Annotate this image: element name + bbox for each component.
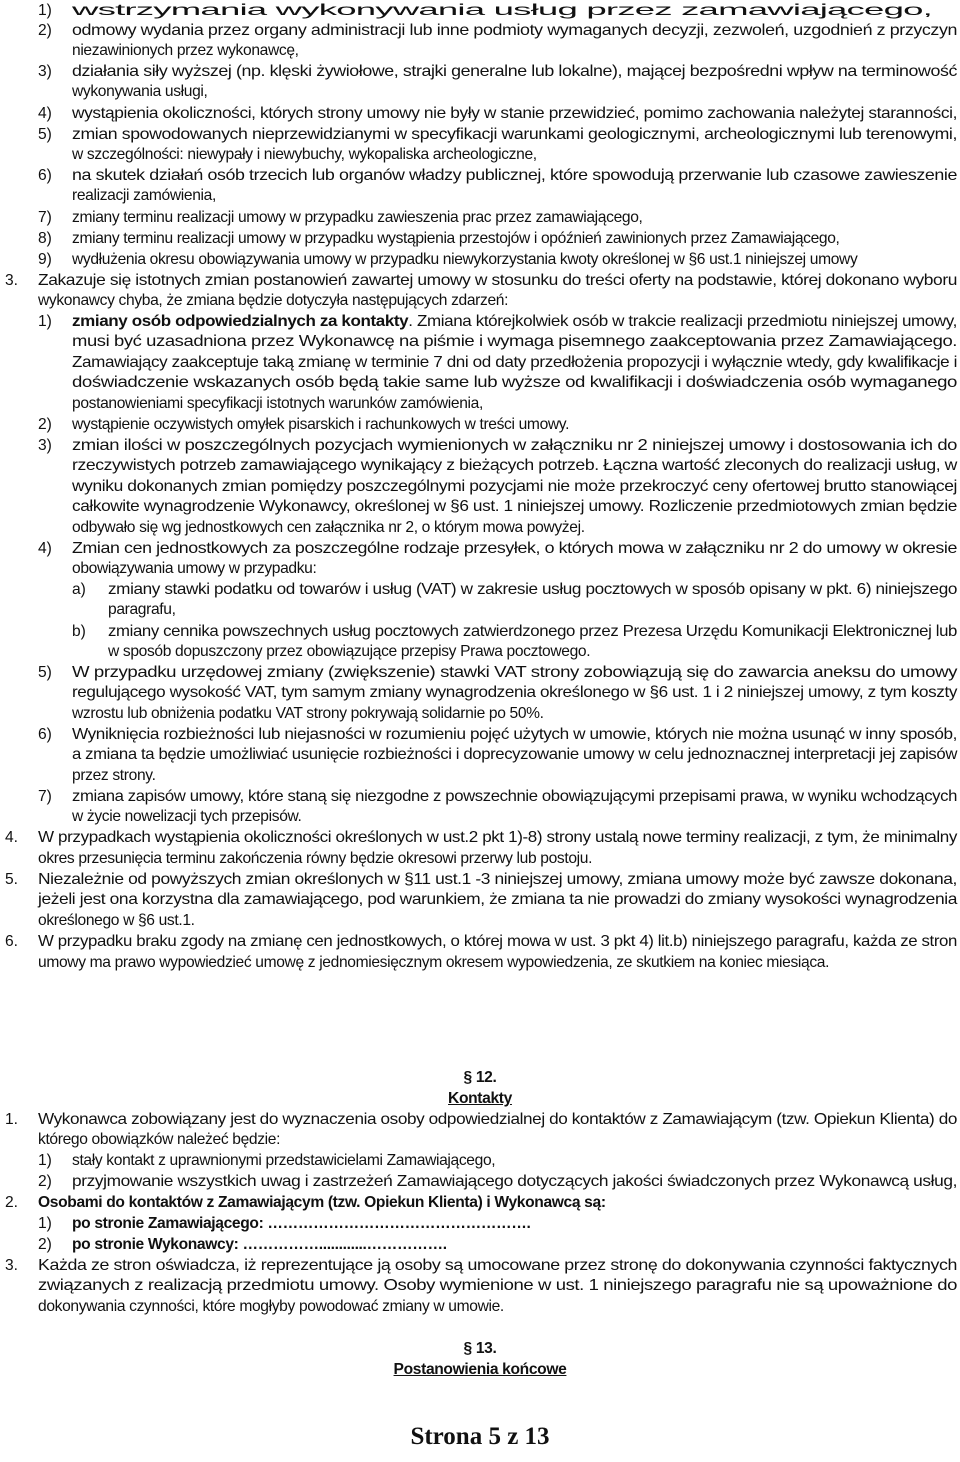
- text-line: działania siły wyższej (np. klęski żywiołowe, strajki generalne lub lokalne), mającej bezpośredni wpływ na terminowość: [72, 63, 957, 80]
- section-number: 2.: [5, 1194, 19, 1211]
- list-letter: a): [72, 581, 86, 598]
- text-line: rzeczywistych potrzeb zamawiającego wynikający z bieżących potrzeb. Łączna wartość zleconych do realizacji usług, w: [72, 457, 957, 474]
- text-line: W przypadkach wystąpienia okoliczności określonych w ust.2 pkt 1)-8) strony ustalą nowe terminy realizacji, z tym, że minimalny: [38, 829, 958, 846]
- text-line: a zmiana ta będzie umożliwiać usunięcie rozbieżności i doprecyzowanie umowy w celu jednoznacznej interpretacji jej zapisów: [72, 746, 957, 763]
- text-line: Wyniknięcia rozbieżności lub niejasności w rozumieniu pojęć użytych w umowie, których nie można usunąć w inny sposób,: [72, 726, 957, 743]
- text-line: realizacji zamówienia,: [72, 187, 216, 204]
- text-line: doświadczenie wskazanych osób będą takie same lub wyższe od kwalifikacji i doświadczenia osób wymaganego: [72, 374, 957, 391]
- text-line: którego obowiązków należeć będzie:: [38, 1131, 281, 1148]
- list-number: 5): [38, 664, 52, 681]
- text-line: wydłużenia okresu obowiązywania umowy w przypadku niewykorzystania kwoty określonej w §6 ust.1 niniejszej umowy: [72, 251, 858, 268]
- section-number: 6.: [5, 933, 19, 950]
- text-line: okres przesunięcia terminu zakończenia równy będzie okresowi przerwy lub postoju.: [38, 850, 593, 867]
- text-line: zmiany terminu realizacji umowy w przypadku wystąpienia przestojów i opóźnień zawinionych przez Zamawiającego,: [72, 230, 840, 247]
- text-line: Zamawiający zaakceptuje taką zmianę w terminie 7 dni od daty przedłożenia propozycji i wyłącznie wtedy, gdy kwalifikacje i: [72, 354, 957, 371]
- text-line: wykonywania usługi,: [72, 83, 208, 100]
- section-number: 5.: [5, 871, 19, 888]
- section-number: 1.: [5, 1111, 19, 1128]
- section-number: 3.: [5, 272, 19, 289]
- text-line: Zakazuje się istotnych zmian postanowień zawartej umowy w stosunku do treści oferty na podstawie, której dokonano wyboru: [38, 272, 957, 289]
- text-line: zmiana zapisów umowy, które staną się niezgodne z powszechnie obowiązującymi przepisami prawa, w wyniku wchodzących: [72, 788, 958, 805]
- list-number: 8): [38, 230, 52, 247]
- list-number: 1): [38, 1215, 52, 1232]
- text-line: dokonywania czynności, które mogłyby powodować zmiany w umowie.: [38, 1298, 504, 1315]
- contact-line-zamawiajacy: po stronie Zamawiającego: …………………………………………….: [72, 1215, 531, 1232]
- list-number: 3): [38, 63, 52, 80]
- text-line: na skutek działań osób trzecich lub organów władzy publicznej, które spowodują przerwanie lub czasowe zawieszenie: [72, 167, 958, 184]
- text-line: wystąpienie oczywistych omyłek pisarskich i rachunkowych w treści umowy.: [72, 416, 570, 433]
- text-line: Wykonawca zobowiązany jest do wyznaczenia osoby odpowiedzialnej do kontaktów z Zamawiającym (tzw. Opiekun Klienta) do: [38, 1111, 957, 1128]
- text-line: Zmian cen jednostkowych za poszczególne rodzaje przesyłek, o których mowa w załączniku nr 2 do umowy w okresie: [72, 540, 958, 557]
- list-number: 4): [38, 105, 52, 122]
- list-number: 6): [38, 167, 52, 184]
- text-line: W przypadku braku zgody na zmianę cen jednostkowych, o której mowa w ust. 3 pkt 4) lit.b) niniejszego paragrafu, każda ze stron: [38, 933, 957, 950]
- list-number: 7): [38, 209, 52, 226]
- text-line: umowy ma prawo wypowiedzieć umowę z jednomiesięcznym okresem wypowiedzenia, ze skutkiem na koniec miesiąca.: [38, 954, 830, 971]
- text-line: zmian spowodowanych nieprzewidzianymi w specyfikacji warunkami geologicznymi, archeologicznymi lub terenowymi,: [72, 126, 957, 143]
- text-line: obowiązywania umowy w przypadku:: [72, 560, 317, 577]
- list-letter: b): [72, 623, 86, 640]
- text-line: jeżeli jest ona korzystna dla zamawiającego, pod warunkiem, że zmiana ta nie prowadzi do zmiany wysokości wynagrodzenia: [38, 891, 957, 908]
- text-line: wzrostu lub obniżenia podatku VAT strony pokrywają solidarnie po 50%.: [72, 705, 544, 722]
- text-line: wykonawcy chyba, że zmiana będzie dotyczyła następujących zdarzeń:: [38, 292, 509, 309]
- section-number: 3.: [5, 1257, 19, 1274]
- text-line: Niezależnie od powyższych zmian określonych w §11 ust.1 -3 niniejszej umowy, zmiana umowy może być zawsze dokonana,: [38, 871, 957, 888]
- bold-lead: zmiany osób odpowiedzialnych za kontakty: [72, 313, 409, 330]
- text-line: odmowy wydania przez organy administracji lub inne podmioty wymaganych decyzji, zezwoleń, uzgodnień z przyczyn: [72, 22, 958, 39]
- text-line: przyjmowanie wszystkich uwag i zastrzeżeń Zamawiającego dotyczących jakości świadczonych przez Wykonawcą usług,: [72, 1173, 957, 1190]
- list-number: 4): [38, 540, 52, 557]
- list-number: 6): [38, 726, 52, 743]
- text-line: zmiany cennika powszechnych usług pocztowych zatwierdzonego przez Prezesa Urzędu Komunikacji Elektronicznej lub: [108, 623, 957, 640]
- text-line: niezawinionych przez wykonawcę,: [72, 42, 299, 59]
- page-footer: Strona 5 z 13: [410, 1423, 550, 1450]
- text-line: W przypadku urzędowej zmiany (zwiększenie) stawki VAT strony zobowiązują się do zawarcia aneksu do umowy: [72, 664, 958, 681]
- list-number: 5): [38, 126, 52, 143]
- text-line: [72, 312, 957, 332]
- text-line: Osobami do kontaktów z Zamawiającym (tzw. Opiekun Klienta) i Wykonawcą są:: [38, 1194, 606, 1211]
- text-line: Każda ze stron oświadcza, iż reprezentujące ją osoby są umocowane przez stronę do dokonywania czynności faktycznych: [38, 1257, 958, 1274]
- text-line: paragrafu,: [108, 601, 176, 618]
- list-number: 3): [38, 437, 52, 454]
- text-line: w sposób dopuszczony przez obowiązujące przepisy Prawa pocztowego.: [108, 643, 591, 660]
- text-line: postanowieniami specyfikacji istotnych warunków zamówienia,: [72, 395, 483, 412]
- section-number: 4.: [5, 829, 19, 846]
- list-number: 2): [38, 1236, 52, 1253]
- text-line: wstrzymania wykonywania usług przez zamawiającego,: [72, 2, 932, 19]
- list-number: 7): [38, 788, 52, 805]
- text-line: odbywało się wg jednostkowych cen załącznika nr 2, o którym mowa powyżej.: [72, 519, 585, 536]
- text-run: . Zmiana którejkolwiek osób w trakcie realizacji przedmiotu niniejszej umowy,: [408, 313, 958, 330]
- text-line: w szczególności: niewypały i niewybuchy, wykopaliska archeologiczne,: [72, 146, 537, 163]
- list-number: 1): [38, 313, 52, 330]
- text-line: zmiany stawki podatku od towarów i usług (VAT) w zakresie usług pocztowych w sposób opisany w pkt. 6) niniejszego: [108, 581, 958, 598]
- text-line: związanych z realizacją przedmiotu umowy. Osoby wymienione w ust. 1 niniejszego paragrafu nie są upoważnione do: [38, 1277, 957, 1294]
- list-number: 1): [38, 1152, 52, 1169]
- paragraph-number: § 13.: [463, 1340, 497, 1357]
- text-line: stały kontakt z uprawnionymi przedstawicielami Zamawiającego,: [72, 1152, 496, 1169]
- list-number: 2): [38, 22, 52, 39]
- list-number: 2): [38, 1173, 52, 1190]
- list-number: 9): [38, 251, 52, 268]
- text-line: określonego w §6 ust.1.: [38, 912, 195, 929]
- text-line: zmiany terminu realizacji umowy w przypadku zawieszenia prac przez zamawiającego,: [72, 209, 643, 226]
- text-line: wyniku dokonanych zmian pomiędzy poszczególnymi pozycjami nie może przekroczyć ceny ofertowej brutto stanowiącej: [72, 478, 957, 495]
- text-line: całkowite wynagrodzenie Wykonawcy, określonej w §6 ust. 1 niniejszej umowy. Rozliczenie przedmiotowych zmian będzie: [72, 498, 957, 515]
- list-number: 2): [38, 416, 52, 433]
- contact-line-wykonawca: po stronie Wykonawcy: ……………............…………….: [72, 1236, 447, 1253]
- text-line: wystąpienia okoliczności, których strony umowy nie były w stanie przewidzieć, pomimo zachowania należytej staranności,: [72, 105, 957, 122]
- paragraph-number: § 12.: [463, 1069, 497, 1086]
- text-line: w życie nowelizacji tych przepisów.: [72, 808, 302, 825]
- list-number: 1): [38, 2, 52, 19]
- text-line: musi być uzasadniona przez Wykonawcę na piśmie i wymaga pisemnego zaakceptowania przez Zamawiającego.: [72, 333, 957, 350]
- text-line: regulującego wysokość VAT, tym samym zmiany wynagrodzenia określonego w §6 ust. 1 i 2 niniejszej umowy, z tym koszty: [72, 684, 957, 701]
- text-line: przez strony.: [72, 767, 156, 784]
- text-line: zmian ilości w poszczególnych pozycjach wymienionych w załączniku nr 2 niniejszej umowy i dostosowania ich do: [72, 437, 957, 454]
- paragraph-title: Kontakty: [448, 1090, 512, 1107]
- paragraph-title: Postanowienia końcowe: [393, 1361, 567, 1378]
